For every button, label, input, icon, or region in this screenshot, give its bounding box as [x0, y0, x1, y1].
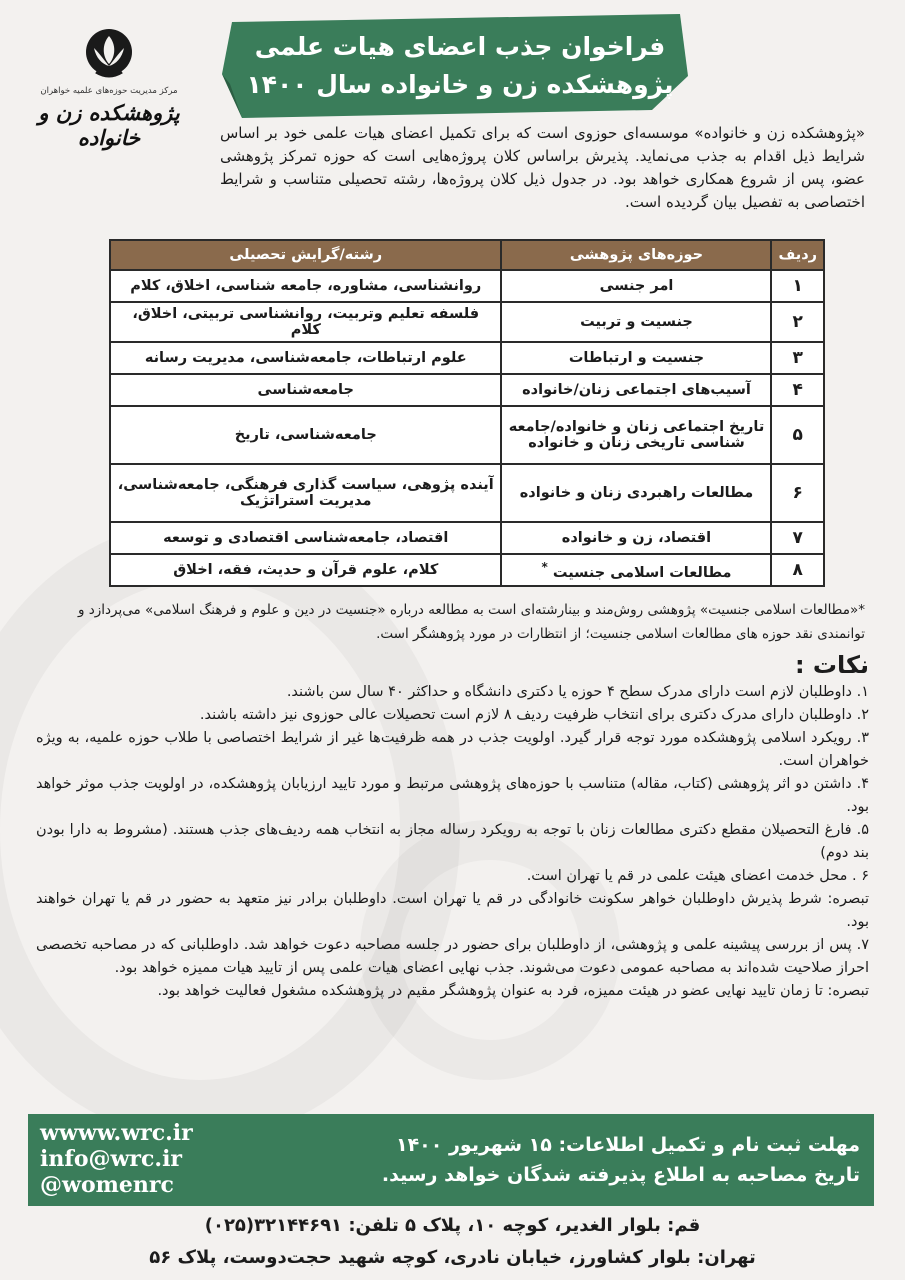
header-banner — [222, 14, 688, 118]
footnote-star: * — [541, 559, 548, 574]
note-item: ۲. داوطلبان دارای مدرک دکتری برای انتخاب ظرفیت ردیف ۸ لازم است تحصیلات عالی حوزوی نیز داشته باشند. — [199, 707, 869, 723]
logo-subtitle: مرکز مدیریت حوزه‌های علمیه خواهران — [40, 86, 178, 96]
interview-text: تاریخ مصاحبه به اطلاع پذیرفته شدگان خواهد رسید. — [381, 1164, 860, 1186]
row-area: امر جنسی — [501, 270, 771, 302]
tehran-address: تهران: بلوار کشاورز، خیابان نادری، کوچه شهید حجت‌دوست، پلاک ۵۶ — [149, 1247, 756, 1268]
row-area: آسیب‌های اجتماعی زنان/خانواده — [501, 374, 771, 406]
row-field: آینده پژوهی، سیاست گذاری فرهنگی، جامعه‌شناسی، مدیریت استراتژیک — [110, 464, 501, 522]
row-num: ۶ — [771, 464, 824, 522]
table-row — [110, 302, 824, 342]
row-area-text: مطالعات اسلامی جنسیت — [552, 564, 732, 581]
row-num: ۸ — [771, 554, 824, 586]
deadline-info — [382, 1130, 860, 1190]
note-item: تبصره: شرط پذیرش داوطلبان خواهر سکونت خانوادگی در قم یا تهران است. داوطلبان برادر نیز متعهد به حضور در قم یا تهران خواهند بود. — [36, 891, 869, 930]
row-num: ۲ — [771, 302, 824, 342]
intro-text: «پژوهشکده زن و خانواده» موسسه‌ای حوزوی است که برای تکمیل اعضای هیات علمی خود بر اساس شرایط ذیل اقدام به جذب می‌نماید. پذیرش براساس کلان پروژه‌هایی است که حوزه تمرکز پژوهشی عضو، پس از شروع همکاری خواهد بود. در جدول ذیل کلان پروژه‌ها، رشته تحصیلی متناسب و شرایط اختصاصی به تفصیل بیان گردیده است. — [220, 124, 865, 211]
note-item: ۷. پس از بررسی پیشینه علمی و پژوهشی، از داوطلبان برای حضور در جلسه مصاحبه دعوت خواهد شد. داوطلبانی که در مصاحبه تخصصی احراز صلاحیت شده‌اند به مصاحبه عمومی دعوت می‌شوند. جذب نهایی اعضای هیات علمی پس از تایید هیات ممیزه خواهد بود. — [36, 937, 869, 976]
row-num: ۳ — [771, 342, 824, 374]
note-item: ۴. داشتن دو اثر پژوهشی (کتاب، مقاله) متناسب با حوزه‌های پژوهشی مرتبط و مورد تایید ارزیابان پژوهشکده، در اولویت جذب موثر خواهد بود. — [36, 776, 869, 815]
row-area: اقتصاد، زن و خانواده — [501, 522, 771, 554]
row-num: ۵ — [771, 406, 824, 464]
logo-name: پژوهشکده زن و خانواده — [38, 100, 180, 150]
row-field: فلسفه تعلیم وتربیت، روانشناسی تربیتی، اخلاق، کلام — [110, 302, 501, 342]
row-num: ۱ — [771, 270, 824, 302]
email-link[interactable]: info@wrc.ir — [40, 1146, 183, 1172]
website-link[interactable]: wwww.wrc.ir — [40, 1120, 193, 1146]
table-row — [110, 464, 824, 522]
table-row — [110, 406, 824, 464]
table-row — [110, 342, 824, 374]
table-row — [110, 270, 824, 302]
table-row — [110, 522, 824, 554]
row-num: ۴ — [771, 374, 824, 406]
row-num: ۷ — [771, 522, 824, 554]
row-field: جامعه‌شناسی، تاریخ — [110, 406, 501, 464]
row-area: مطالعات راهبردی زنان و خانواده — [501, 464, 771, 522]
qom-address: قم: بلوار الغدیر، کوچه ۱۰، پلاک ۵ تلفن: ۳۲۱۴۴۶۹۱(۰۲۵) — [204, 1215, 701, 1236]
intro-paragraph — [40, 122, 865, 214]
notes-section — [36, 651, 869, 1003]
note-item: ۱. داوطلبان لازم است دارای مدرک سطح ۴ حوزه یا دکتری دانشگاه و حداکثر ۴۰ سال سن باشند. — [286, 684, 869, 700]
header-num: ردیف — [771, 240, 824, 270]
page-title-line2: پژوهشکده زن و خانواده سال ۱۴۰۰ — [246, 70, 674, 99]
header-field: رشته/گرایش تحصیلی — [110, 240, 501, 270]
table-header-row — [110, 240, 824, 270]
note-item: ۳. رویکرد اسلامی پژوهشکده مورد توجه قرار گیرد. اولویت جذب در همه ظرفیت‌ها غیر از شرایط اختصاصی با طلاب حوزه علمیه، به ویژه خواهران است. — [36, 730, 869, 769]
table-row — [110, 554, 824, 586]
social-handle[interactable]: @womenrc — [40, 1172, 174, 1198]
row-field: کلام، علوم قرآن و حدیث، فقه، اخلاق — [110, 554, 501, 586]
row-area: جنسیت و تربیت — [501, 302, 771, 342]
research-areas-table — [109, 239, 825, 587]
registration-info-box — [28, 1114, 874, 1206]
contact-links — [40, 1120, 193, 1198]
row-field: اقتصاد، جامعه‌شناسی اقتصادی و توسعه — [110, 522, 501, 554]
row-area — [501, 554, 771, 586]
table-row — [110, 374, 824, 406]
banner-ribbon-shape — [222, 14, 688, 118]
row-field: علوم ارتباطات، جامعه‌شناسی، مدیریت رسانه — [110, 342, 501, 374]
row-area: جنسیت و ارتباطات — [501, 342, 771, 374]
row-area: تاریخ اجتماعی زنان و خانواده/جامعه شناسی تاریخی زنان و خانواده — [501, 406, 771, 464]
header-area: حوزه‌های پژوهشی — [501, 240, 771, 270]
addresses — [40, 1210, 865, 1274]
note-item: ۵. فارغ التحصیلان مقطع دکتری مطالعات زنان با توجه به رویکرد رساله مجاز به انتخاب همه ردیف‌های جذب هستند. (مشروط به دارا بودن بند دوم) — [36, 822, 869, 861]
note-item: تبصره: تا زمان تایید نهایی عضو در هیئت ممیزه، فرد به عنوان پژوهشگر مقیم در پژوهشکده مشغول فعالیت خواهد بود. — [157, 983, 869, 999]
deadline-text: مهلت ثبت نام و تکمیل اطلاعات: ۱۵ شهریور ۱۴۰۰ — [395, 1134, 860, 1156]
page-title-line1: فراخوان جذب اعضای هیات علمی — [254, 32, 666, 61]
lotus-logo-icon — [82, 28, 136, 80]
note-item: ۶ . محل خدمت اعضای هیئت علمی در قم یا تهران است. — [526, 868, 869, 884]
row-field: جامعه‌شناسی — [110, 374, 501, 406]
notes-title: نکات : — [794, 651, 869, 679]
table-footnote: *«مطالعات اسلامی جنسیت» پژوهشی روش‌مند و بینارشته‌ای است به مطالعه درباره «جنسیت در دین و علوم و فرهنگ اسلامی» می‌پردازد و توانمندی نقد حوزه های مطالعات اسلامی جنسیت؛ از انتظارات در مورد پژوهشگر است. — [77, 602, 865, 642]
row-field: روانشناسی، مشاوره، جامعه شناسی، اخلاق، کلام — [110, 270, 501, 302]
